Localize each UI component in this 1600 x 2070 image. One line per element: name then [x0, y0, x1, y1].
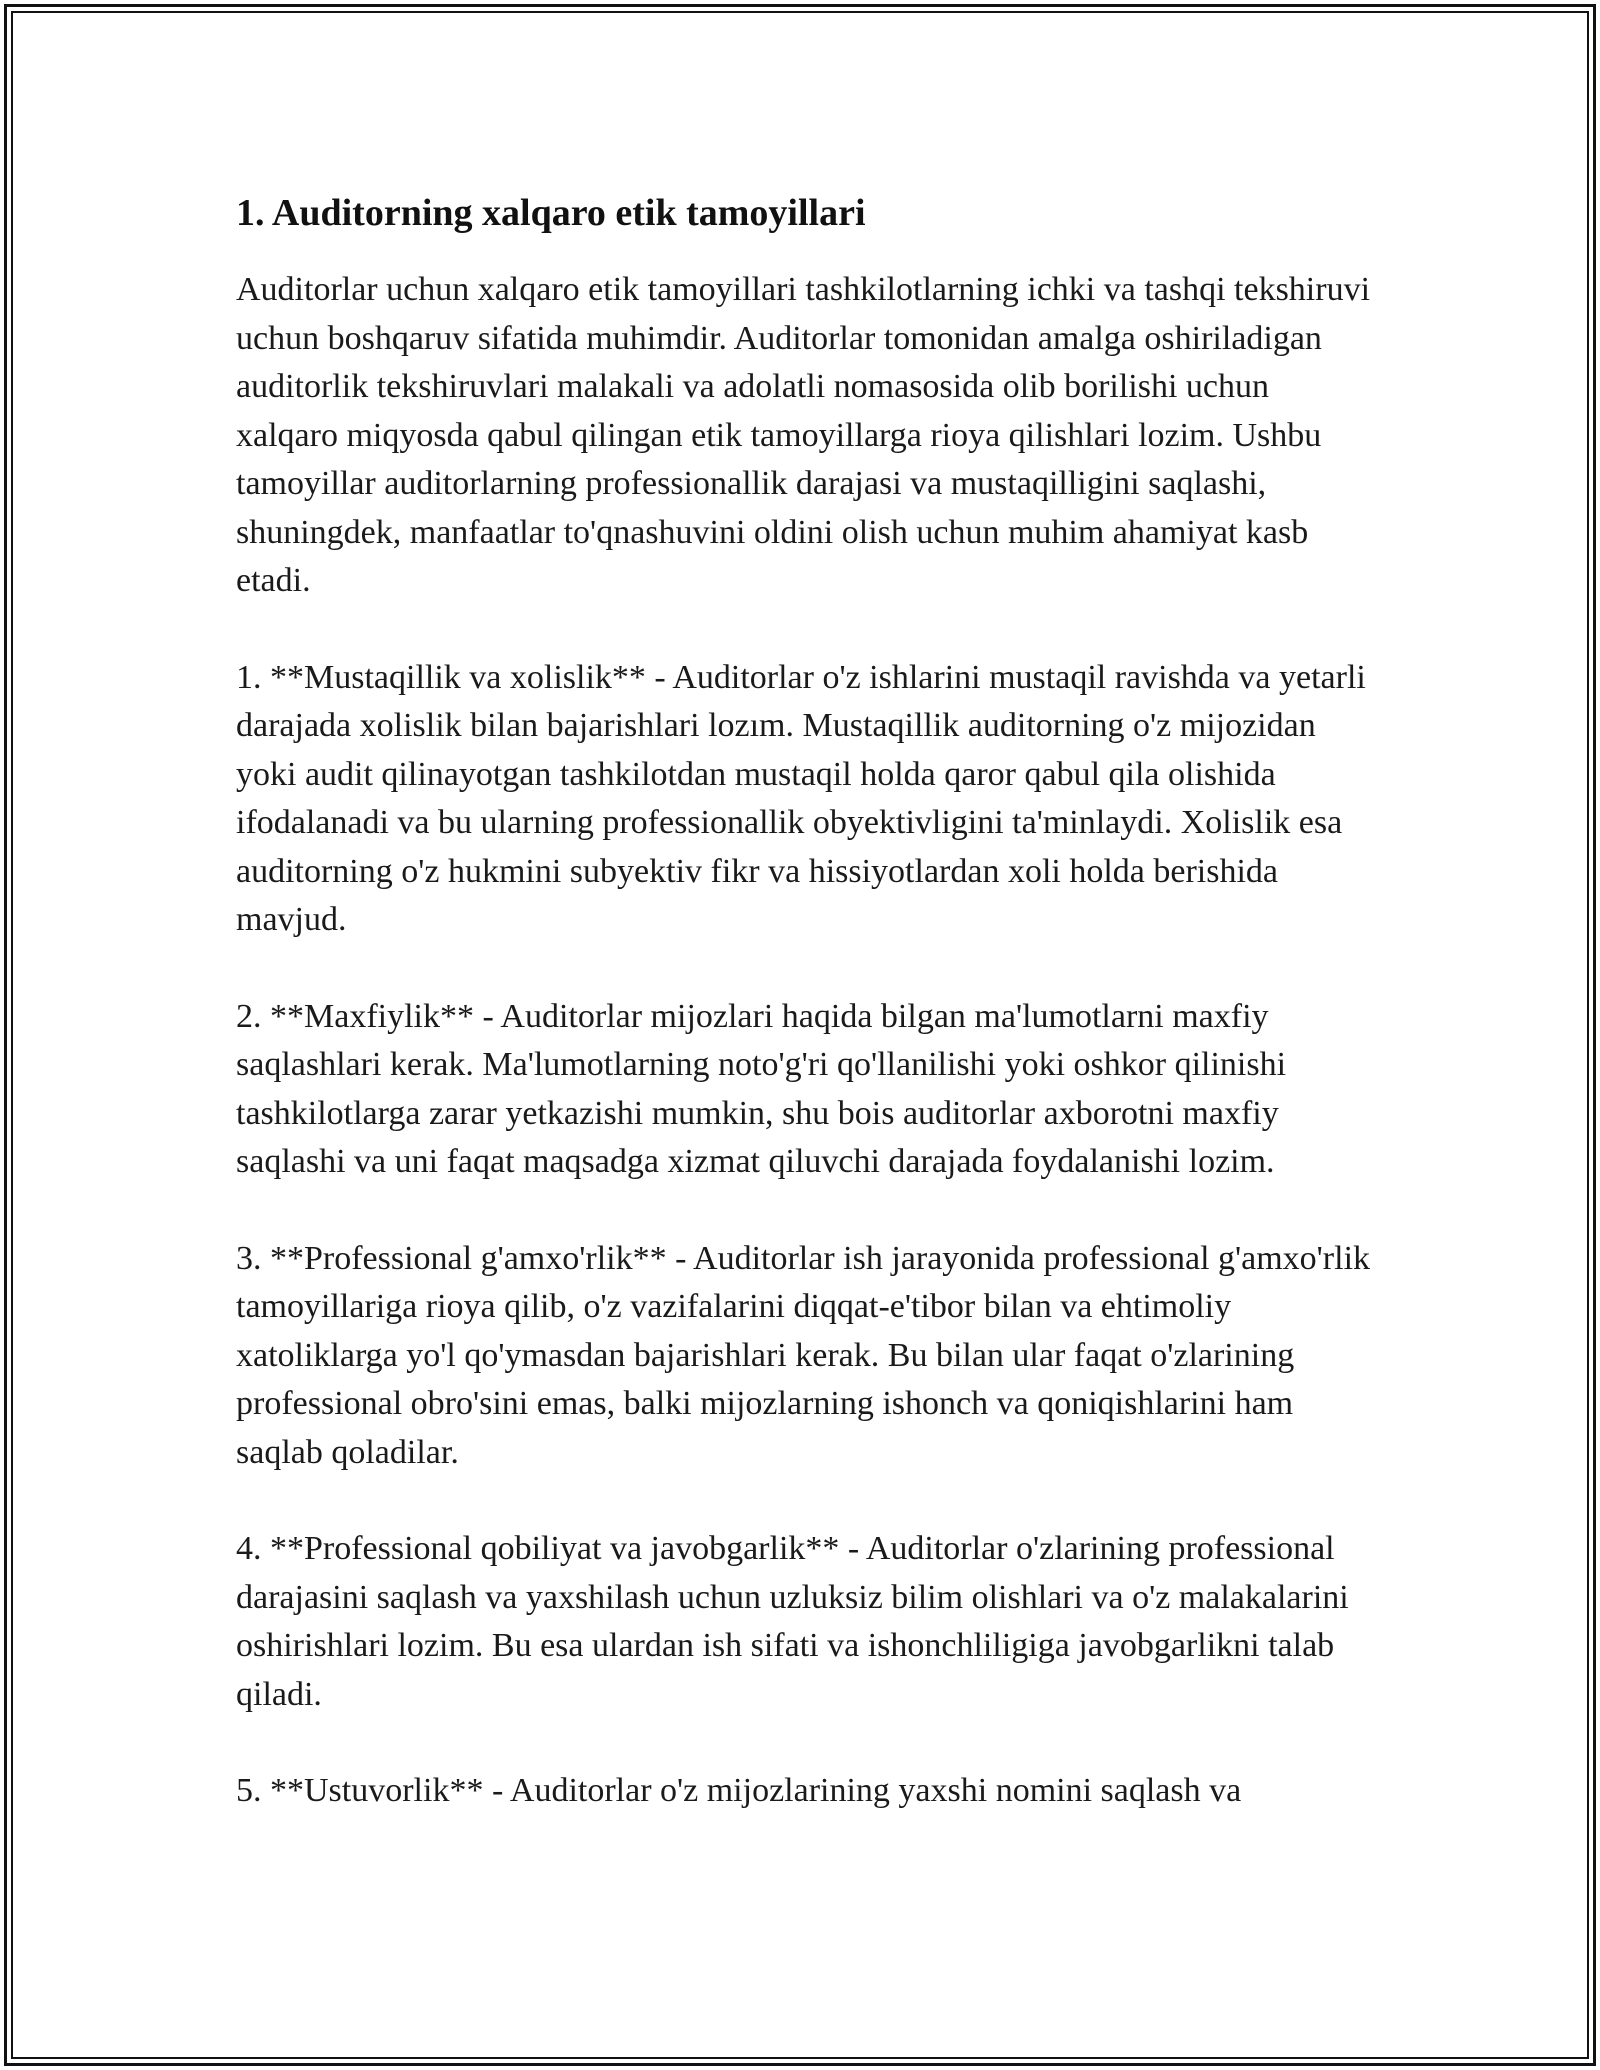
principle-independence-paragraph: 1. **Mustaqillik va xolislik** - Auditorlar o'z ishlarini mustaqil ravishda va yetarli darajada xolislik bilan bajarishlari lozım. Mustaqillik auditorning o'z mijozidan yoki audit qilinayotgan tashkilotdan mustaqil holda qaror qabul qila olishida ifodalanadi va bu ularning professionallik obyektivligini ta'minlaydi. Xolislik esa auditorning o'z hukmini subyektiv fikr va hissiyotlardan xoli holda berishida mavjud. — [236, 658, 1366, 938]
principle-professional-care-paragraph: 3. **Professional g'amxo'rlik** - Auditorlar ish jarayonida professional g'amxo'rlik tamoyillariga rioya qilib, o'z vazifalarini diqqat-e'tibor bilan va ehtimoliy xatoliklarga yo'l qo'ymasdan bajarishlari kerak. Bu bilan ular faqat o'zlarining professional obro'sini emas, balki mijozlarning ishonch va qoniqishlarini ham saqlab qoladilar. — [236, 1239, 1371, 1471]
principle-confidentiality-paragraph: 2. **Maxfiylik** - Auditorlar mijozlari haqida bilgan ma'lumotlarni maxfiy saqlashlari kerak. Ma'lumotlarning noto'g'ri qo'llanilishi yoki oshkor qilinishi tashkilotlarga zarar yetkazishi mumkin, shu bois auditorlar axborotni maxfiy saqlashi va uni faqat maqsadga xizmat qiluvchi darajada foydalanishi lozim. — [236, 997, 1287, 1180]
intro-paragraph: Auditorlar uchun xalqaro etik tamoyillari tashkilotlarning ichki va tashqi tekshiruvi uchun boshqaruv sifatida muhimdir. Auditorlar tomonidan amalga oshiriladigan auditorlik tekshiruvlari malakali va adolatli nomasosida olib borilishi uchun xalqaro miqyosda qabul qilingan etik tamoyillarga rioya qilishlari lozim. Ushbu tamoyillar auditorlarning professionallik darajasi va mustaqilligini saqlashi, shuningdek, manfaatlar to'qnashuvini oldini olish uchun muhim ahamiyat kasb etadi. — [236, 271, 1371, 599]
document-body — [236, 188, 1376, 1864]
principle-competence-paragraph: 4. **Professional qobiliyat va javobgarlik** - Auditorlar o'zlarining professional darajasini saqlash va yaxshilash uchun uzluksiz bilim olishlari va o'z malakalarini oshirishlari lozim. Bu esa ulardan ish sifati va ishonchliligiga javobgarlikni talab qiladi. — [236, 1530, 1349, 1713]
document-title: 1. Auditorning xalqaro etik tamoyillari — [236, 192, 866, 234]
principle-priority-paragraph: 5. **Ustuvorlik** - Auditorlar o'z mijozlarining yaxshi nomini saqlash va — [236, 1772, 1242, 1809]
